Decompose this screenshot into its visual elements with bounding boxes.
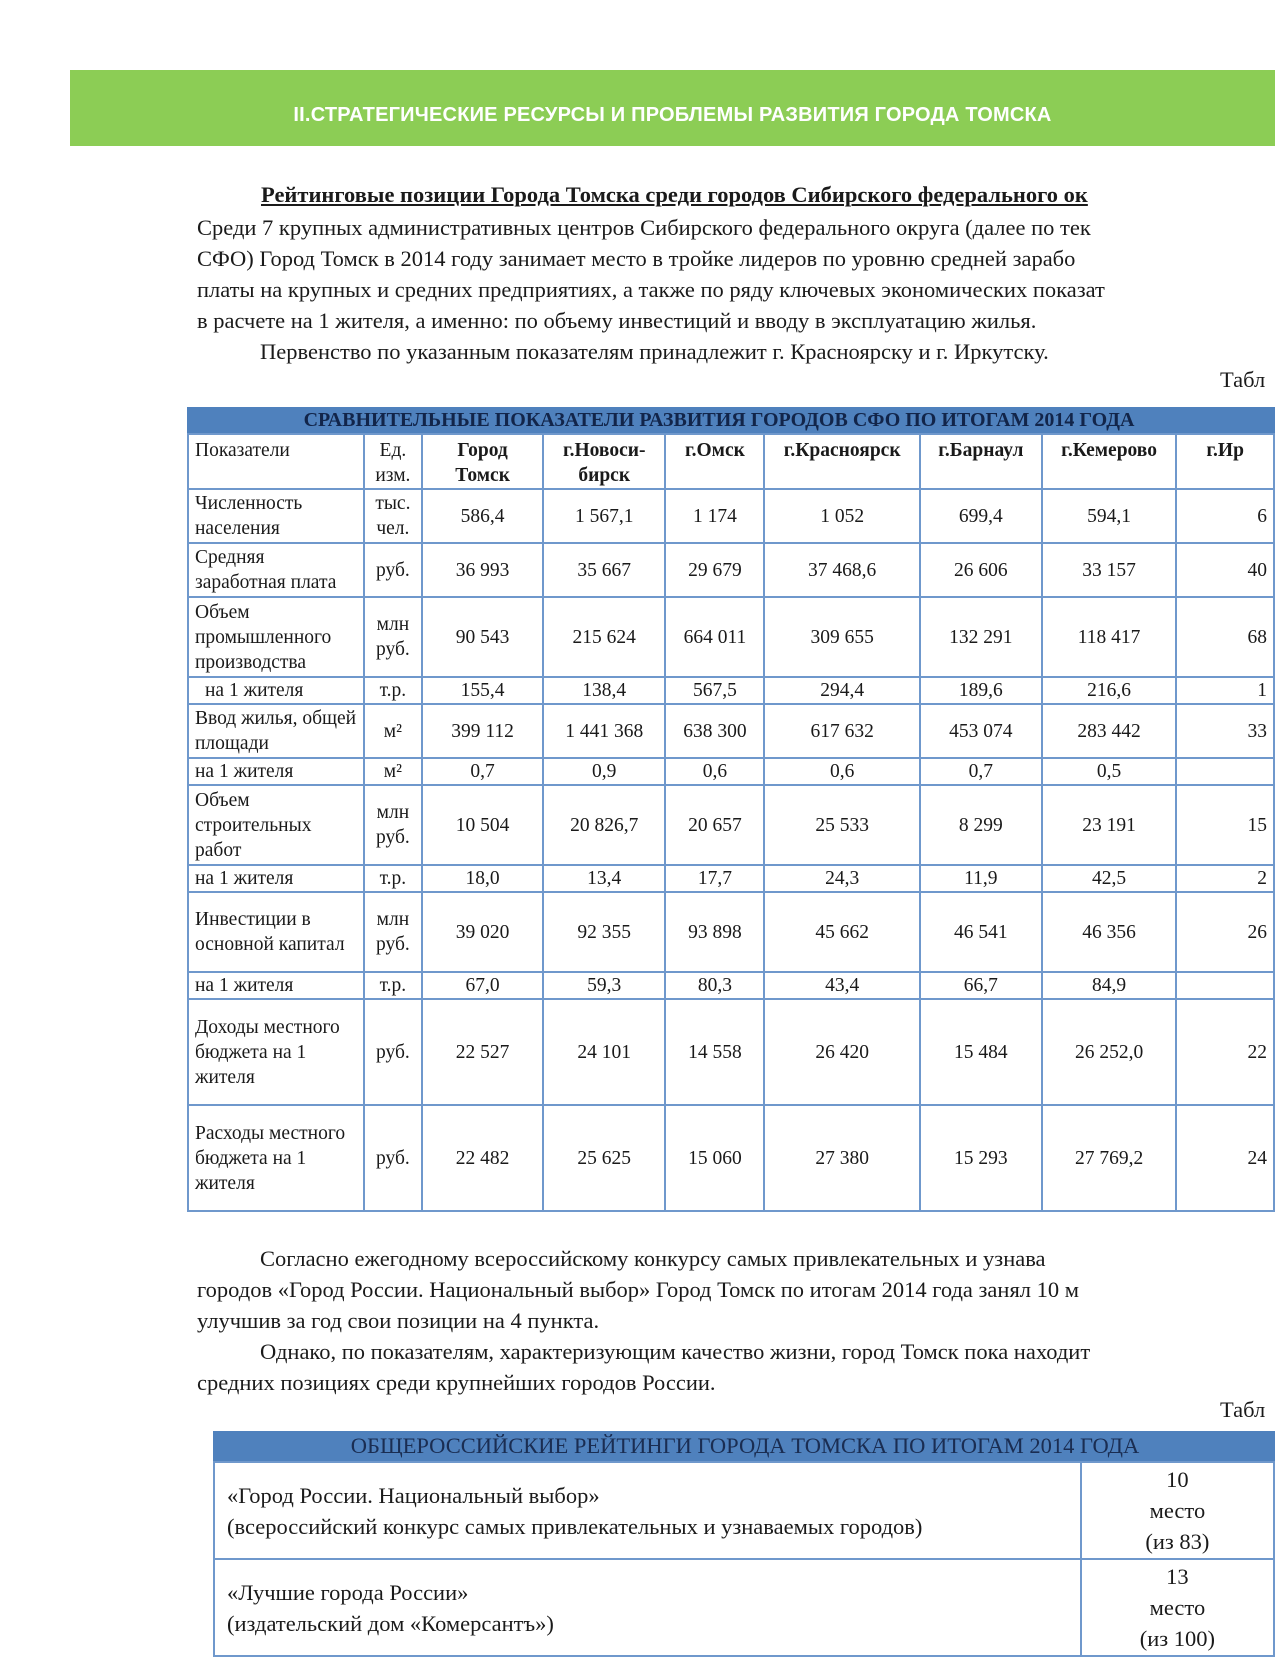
rating-name-cell: [214, 1462, 1081, 1559]
value-cell: 6: [1176, 489, 1274, 543]
indicator-cell: на 1 жителя: [188, 677, 364, 704]
table-row: [188, 972, 1274, 999]
value-cell: 43,4: [764, 972, 920, 999]
unit-cell: тыс. чел.: [364, 489, 423, 543]
indicator-cell: Инвестиции в основной капитал: [188, 892, 364, 972]
table-row: [188, 1105, 1274, 1211]
value-cell: 29 679: [665, 543, 764, 597]
header-cell: Город Томск: [422, 434, 543, 489]
value-cell: 15 060: [665, 1105, 764, 1211]
value-cell: 42,5: [1042, 865, 1177, 892]
value-cell: 0,9: [543, 758, 665, 785]
value-cell: 1 174: [665, 489, 764, 543]
table1-title-bar: [187, 407, 1275, 433]
unit-cell: т.р.: [364, 972, 423, 999]
table2-title: ОБЩЕРОССИЙСКИЕ РЕЙТИНГИ ГОРОДА ТОМСКА ПО ИТОГАМ 2014 ГОДА: [350, 1433, 1140, 1458]
value-cell: 22 482: [422, 1105, 543, 1211]
table-label: Табл: [1220, 1397, 1266, 1422]
table-row: [188, 597, 1274, 677]
value-cell: 0,6: [764, 758, 920, 785]
rating-rank-cell: [1081, 1559, 1274, 1656]
value-cell: 13,4: [543, 865, 665, 892]
table-row: [188, 489, 1274, 543]
table-row: [188, 758, 1274, 785]
rating-rank-word: место: [1149, 1498, 1206, 1523]
value-cell: 309 655: [764, 597, 920, 677]
value-cell: 132 291: [920, 597, 1042, 677]
value-cell: 20 657: [665, 785, 764, 865]
rating-name: «Город России. Национальный выбор»: [227, 1482, 600, 1508]
table-row: [188, 677, 1274, 704]
paragraph-line: СФО) Город Томск в 2014 году занимает место в тройке лидеров по уровню средней зарабо: [197, 246, 1076, 271]
indicator-cell: Объем промышленного производства: [188, 597, 364, 677]
value-cell: 11,9: [920, 865, 1042, 892]
rating-rank-of: (из 83): [1145, 1529, 1210, 1554]
unit-cell: т.р.: [364, 677, 423, 704]
unit-cell: м²: [364, 758, 423, 785]
indicator-cell: на 1 жителя: [188, 865, 364, 892]
unit-cell: млн руб.: [364, 785, 423, 865]
rating-paragraph: [197, 1243, 1275, 1398]
value-cell: 26 420: [764, 999, 920, 1105]
header-cell: г.Барнаул: [920, 434, 1042, 489]
indicator-cell: Средняя заработная плата: [188, 543, 364, 597]
table1-title: СРАВНИТЕЛЬНЫЕ ПОКАЗАТЕЛИ РАЗВИТИЯ ГОРОДОВ СФО ПО ИТОГАМ 2014 ГОДА: [303, 408, 1135, 431]
unit-cell: руб.: [364, 543, 423, 597]
paragraph-line: Согласно ежегодному всероссийскому конкурсу самых привлекательных и узнава: [260, 1246, 1046, 1271]
table-row: [214, 1462, 1274, 1559]
value-cell: 283 442: [1042, 704, 1177, 758]
value-cell: 0,7: [422, 758, 543, 785]
paragraph-line: в расчете на 1 жителя, а именно: по объему инвестиций и вводу в эксплуатацию жилья.: [197, 308, 1037, 333]
indicator-cell: Расходы местного бюджета на 1 жителя: [188, 1105, 364, 1211]
value-cell: 93 898: [665, 892, 764, 972]
value-cell: 46 356: [1042, 892, 1177, 972]
table-row: [188, 543, 1274, 597]
rating-rank: 13: [1166, 1564, 1189, 1589]
indicator-cell: на 1 жителя: [188, 758, 364, 785]
value-cell: 1 567,1: [543, 489, 665, 543]
value-cell: 92 355: [543, 892, 665, 972]
cities-comparison-table: [187, 433, 1275, 1212]
unit-cell: руб.: [364, 1105, 423, 1211]
indicator-cell: Численность населения: [188, 489, 364, 543]
value-cell: 26: [1176, 892, 1274, 972]
header-cell: г.Красноярск: [764, 434, 920, 489]
value-cell: 26 252,0: [1042, 999, 1177, 1105]
value-cell: 22 527: [422, 999, 543, 1105]
value-cell: 59,3: [543, 972, 665, 999]
table-row: [188, 892, 1274, 972]
unit-cell: руб.: [364, 999, 423, 1105]
table-row: [188, 704, 1274, 758]
paragraph-line: платы на крупных и средних предприятиях, а также по ряду ключевых экономических показат: [197, 277, 1105, 302]
paragraph-line: Среди 7 крупных административных центров Сибирского федерального округа (далее по тек: [197, 215, 1091, 240]
paragraph-line: городов «Город России. Национальный выбор» Город Томск по итогам 2014 года занял 10 м: [197, 1277, 1080, 1302]
value-cell: 1 441 368: [543, 704, 665, 758]
value-cell: 216,6: [1042, 677, 1177, 704]
ratings-table: [213, 1461, 1275, 1657]
value-cell: 14 558: [665, 999, 764, 1105]
section-heading: Рейтинговые позиции Города Томска среди городов Сибирского федерального ок: [261, 182, 1088, 207]
rating-desc: (издательский дом «Комерсантъ»): [227, 1610, 554, 1636]
value-cell: 567,5: [665, 677, 764, 704]
value-cell: 594,1: [1042, 489, 1177, 543]
indicator-cell: Доходы местного бюджета на 1 жителя: [188, 999, 364, 1105]
paragraph-line: средних позициях среди крупнейших городов России.: [197, 1370, 716, 1395]
value-cell: [1176, 758, 1274, 785]
value-cell: 84,9: [1042, 972, 1177, 999]
rating-rank-cell: [1081, 1462, 1274, 1559]
paragraph-line: улучшив за год свои позиции на 4 пункта.: [197, 1308, 600, 1333]
unit-cell: м²: [364, 704, 423, 758]
value-cell: 1: [1176, 677, 1274, 704]
chapter-banner: [70, 70, 1275, 146]
value-cell: 24 101: [543, 999, 665, 1105]
value-cell: 10 504: [422, 785, 543, 865]
value-cell: 26 606: [920, 543, 1042, 597]
value-cell: 189,6: [920, 677, 1042, 704]
table-row: [188, 785, 1274, 865]
header-cell: Ед. изм.: [364, 434, 423, 489]
value-cell: 39 020: [422, 892, 543, 972]
unit-cell: т.р.: [364, 865, 423, 892]
value-cell: 0,5: [1042, 758, 1177, 785]
value-cell: 27 769,2: [1042, 1105, 1177, 1211]
value-cell: 699,4: [920, 489, 1042, 543]
table-row: [188, 999, 1274, 1105]
value-cell: 118 417: [1042, 597, 1177, 677]
value-cell: 22: [1176, 999, 1274, 1105]
header-cell: г.Кемерово: [1042, 434, 1177, 489]
value-cell: 24: [1176, 1105, 1274, 1211]
table-row: [188, 865, 1274, 892]
value-cell: 25 625: [543, 1105, 665, 1211]
value-cell: 80,3: [665, 972, 764, 999]
rating-name-cell: [214, 1559, 1081, 1656]
value-cell: 35 667: [543, 543, 665, 597]
value-cell: 45 662: [764, 892, 920, 972]
header-cell: Показатели: [188, 434, 364, 489]
indicator-cell: на 1 жителя: [188, 972, 364, 999]
rating-desc: (всероссийский конкурс самых привлекательных и узнаваемых городов): [227, 1513, 923, 1539]
unit-cell: млн руб.: [364, 892, 423, 972]
value-cell: 23 191: [1042, 785, 1177, 865]
value-cell: 25 533: [764, 785, 920, 865]
value-cell: 15 293: [920, 1105, 1042, 1211]
header-cell: г.Ир: [1176, 434, 1274, 489]
value-cell: 8 299: [920, 785, 1042, 865]
value-cell: 399 112: [422, 704, 543, 758]
value-cell: 294,4: [764, 677, 920, 704]
value-cell: 0,6: [665, 758, 764, 785]
value-cell: 46 541: [920, 892, 1042, 972]
value-cell: 24,3: [764, 865, 920, 892]
table2-title-bar: [213, 1431, 1275, 1461]
value-cell: 638 300: [665, 704, 764, 758]
value-cell: 90 543: [422, 597, 543, 677]
value-cell: 15: [1176, 785, 1274, 865]
value-cell: 138,4: [543, 677, 665, 704]
indicator-cell: Ввод жилья, общей площади: [188, 704, 364, 758]
value-cell: 586,4: [422, 489, 543, 543]
value-cell: 40: [1176, 543, 1274, 597]
chapter-title: II.СТРАТЕГИЧЕСКИЕ РЕСУРСЫ И ПРОБЛЕМЫ РАЗВИТИЯ ГОРОДА ТОМСКА: [293, 103, 1052, 126]
intro-paragraph: [197, 212, 1275, 367]
table-label: Табл: [1220, 367, 1266, 392]
rating-name: «Лучшие города России»: [227, 1579, 469, 1605]
value-cell: 20 826,7: [543, 785, 665, 865]
value-cell: 33 157: [1042, 543, 1177, 597]
value-cell: 1 052: [764, 489, 920, 543]
value-cell: 27 380: [764, 1105, 920, 1211]
paragraph-line: Первенство по указанным показателям принадлежит г. Красноярску и г. Иркутску.: [260, 339, 1049, 364]
value-cell: [1176, 972, 1274, 999]
value-cell: 453 074: [920, 704, 1042, 758]
rating-rank-of: (из 100): [1139, 1626, 1216, 1651]
rating-rank: 10: [1166, 1467, 1189, 1492]
value-cell: 68: [1176, 597, 1274, 677]
value-cell: 617 632: [764, 704, 920, 758]
paragraph-line: Однако, по показателям, характеризующим качество жизни, город Томск пока находит: [260, 1339, 1091, 1364]
header-cell: г.Новоси-бирск: [543, 434, 665, 489]
value-cell: 664 011: [665, 597, 764, 677]
unit-cell: млн руб.: [364, 597, 423, 677]
value-cell: 36 993: [422, 543, 543, 597]
value-cell: 2: [1176, 865, 1274, 892]
value-cell: 15 484: [920, 999, 1042, 1105]
value-cell: 66,7: [920, 972, 1042, 999]
value-cell: 33: [1176, 704, 1274, 758]
value-cell: 37 468,6: [764, 543, 920, 597]
table-row: [214, 1559, 1274, 1656]
rating-rank-word: место: [1149, 1595, 1206, 1620]
value-cell: 17,7: [665, 865, 764, 892]
value-cell: 67,0: [422, 972, 543, 999]
table-header-row: [188, 434, 1274, 489]
indicator-cell: Объем строительных работ: [188, 785, 364, 865]
value-cell: 18,0: [422, 865, 543, 892]
value-cell: 0,7: [920, 758, 1042, 785]
value-cell: 215 624: [543, 597, 665, 677]
header-cell: г.Омск: [665, 434, 764, 489]
value-cell: 155,4: [422, 677, 543, 704]
